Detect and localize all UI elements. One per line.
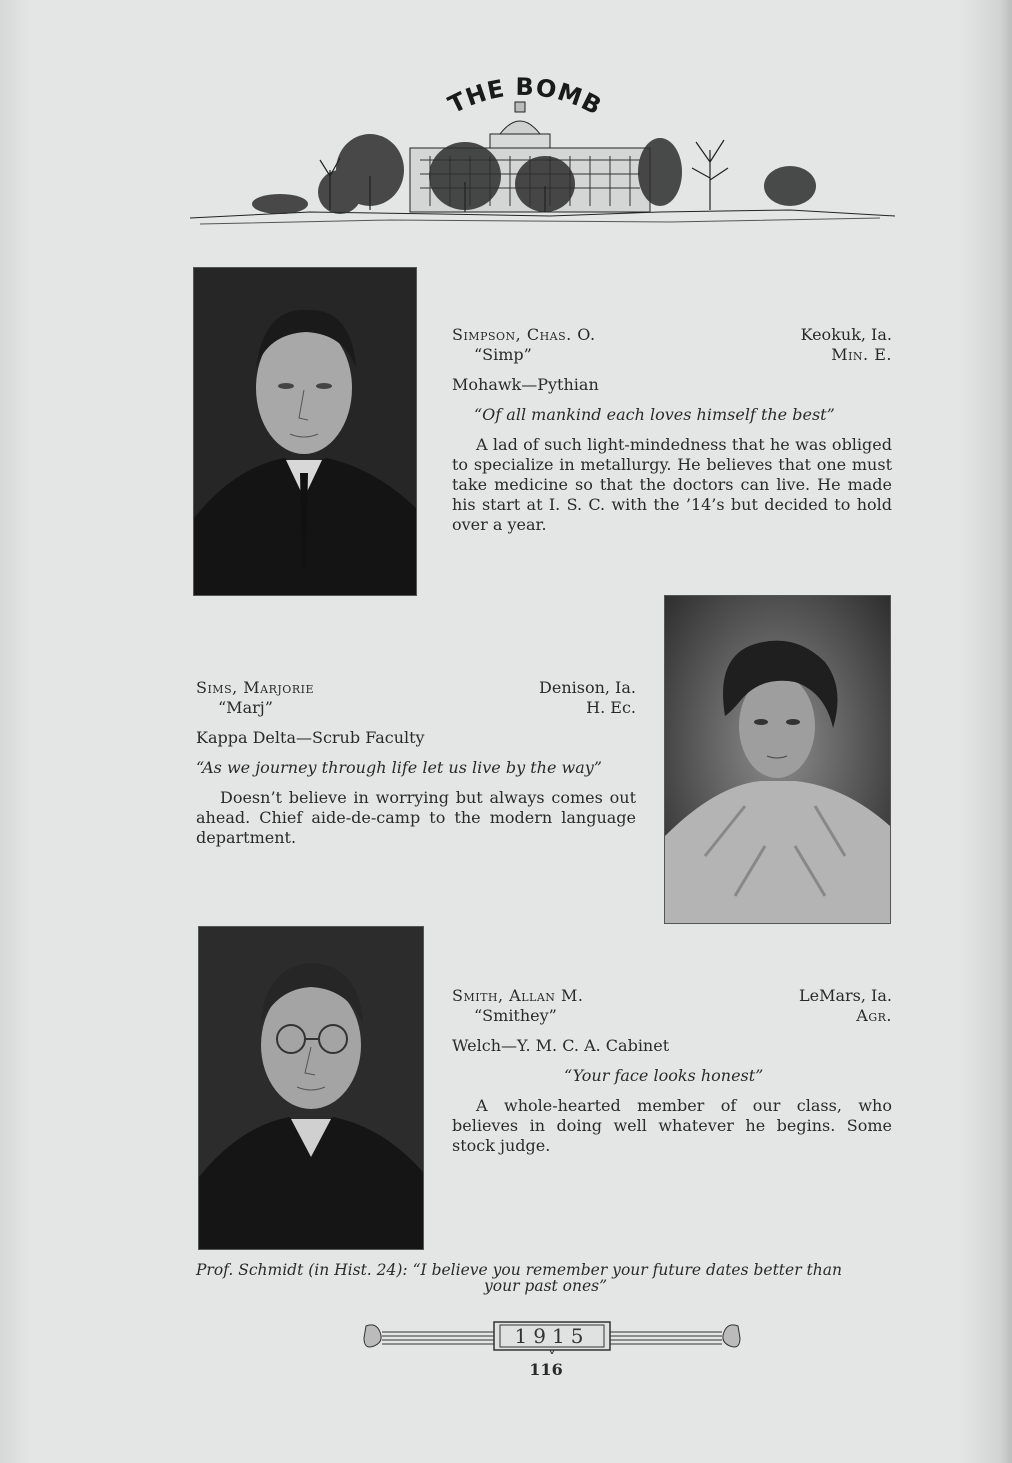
entry-smith xyxy=(452,986,892,1156)
quote-text-continued: your past ones” xyxy=(484,1277,608,1295)
year-label: 1915 xyxy=(514,1324,590,1348)
quote-speaker: Prof. Schmidt (in Hist. 24): xyxy=(196,1261,408,1279)
entry-blurb: Doesn’t believe in worrying but always comes out ahead. Chief aide-de-camp to the modern language department. xyxy=(196,788,636,847)
entry-nickname: “Marj” xyxy=(218,698,273,717)
entry-hometown: LeMars, Ia. xyxy=(799,986,892,1005)
entry-sims xyxy=(196,678,636,848)
entry-name: Sims, Marjorie xyxy=(196,678,314,697)
quote-text: “I believe you remember your future dates better than xyxy=(412,1261,842,1279)
entry-societies: Mohawk—Pythian xyxy=(452,375,599,394)
entry-nickname: “Simp” xyxy=(474,345,532,364)
entry-name: Simpson, Chas. O. xyxy=(452,325,596,344)
entry-hometown: Denison, Ia. xyxy=(539,678,636,697)
page-number: 116 xyxy=(529,1360,563,1379)
entry-blurb: A lad of such light-mindedness that he was obliged to specialize in metallurgy. He believes that one must take medicine so that the doctors can live. He made his start at I. S. C. with the ’14’s but decided to hold over a year. xyxy=(452,435,892,534)
entry-simpson xyxy=(452,325,892,535)
entry-course: Agr. xyxy=(856,1006,892,1025)
entry-societies: Welch—Y. M. C. A. Cabinet xyxy=(452,1036,670,1055)
footer-quote xyxy=(196,1262,896,1294)
year-ornament xyxy=(360,1320,744,1354)
entry-societies: Kappa Delta—Scrub Faculty xyxy=(196,728,425,747)
entry-motto: “Your face looks honest” xyxy=(564,1066,764,1085)
portrait-sims xyxy=(665,596,890,923)
portrait-smith xyxy=(199,927,423,1249)
entry-nickname: “Smithey” xyxy=(474,1006,557,1025)
entry-motto: “As we journey through life let us live by the way” xyxy=(196,758,602,777)
entry-blurb: A whole-hearted member of our class, who believes in doing well whatever he begins. Some stock judge. xyxy=(452,1096,892,1155)
entry-motto: “Of all mankind each loves himself the best” xyxy=(474,405,835,424)
campus-illustration xyxy=(190,100,895,228)
title-text: THE BOM xyxy=(443,72,587,120)
entry-course: H. Ec. xyxy=(586,698,636,717)
portrait-simpson xyxy=(194,268,416,595)
entry-name: Smith, Allan M. xyxy=(452,986,584,1005)
entry-hometown: Keokuk, Ia. xyxy=(800,325,892,344)
entry-course: Min. E. xyxy=(831,345,892,364)
